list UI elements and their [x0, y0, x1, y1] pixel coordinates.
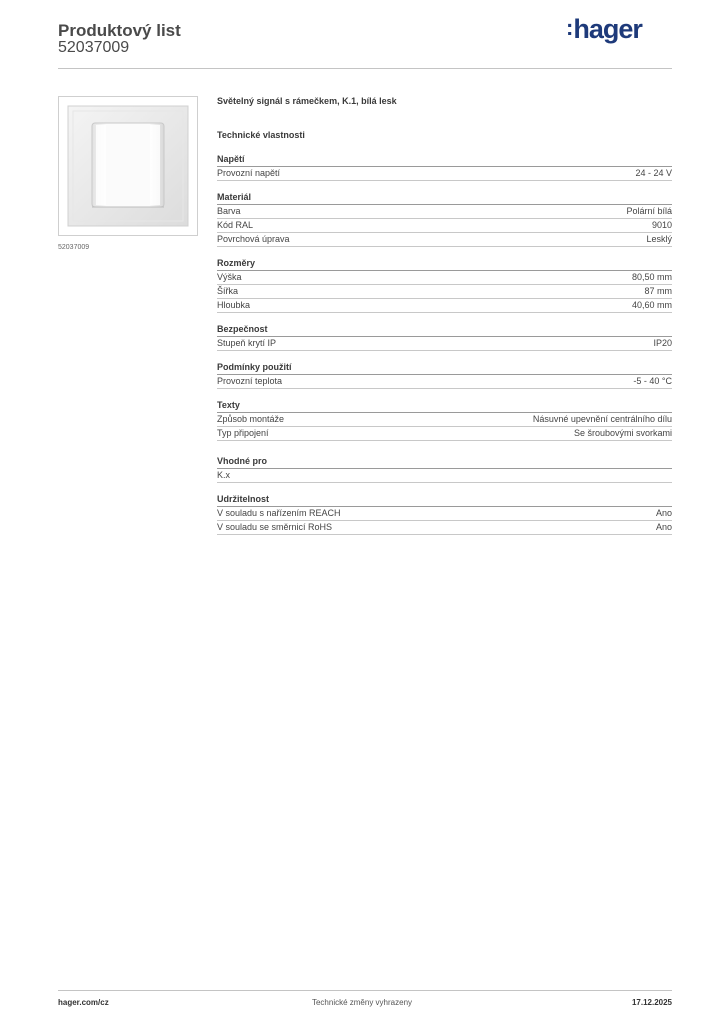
product-code: 52037009	[58, 39, 130, 56]
spec-label: Provozní teplota	[217, 376, 283, 386]
spec-row	[217, 167, 672, 181]
spec-value: -5 - 40 °C	[633, 376, 672, 386]
spec-value: 40,60 mm	[631, 300, 672, 310]
spec-value: IP20	[653, 338, 672, 348]
spec-row	[217, 427, 672, 441]
section-operating-conditions	[217, 361, 672, 389]
product-details	[217, 96, 672, 545]
spec-row	[217, 271, 672, 285]
spec-value: 24 - 24 V	[635, 168, 672, 178]
spec-row	[217, 285, 672, 299]
spec-label: Šířka	[217, 286, 239, 296]
spec-value: 87 mm	[644, 286, 672, 296]
section-safety	[217, 323, 672, 351]
section-material	[217, 191, 672, 247]
spec-row	[217, 521, 672, 535]
spec-label: Typ připojení	[217, 428, 269, 438]
section-title: Podmínky použití	[217, 361, 672, 375]
section-title: Texty	[217, 399, 672, 413]
section-title: Vhodné pro	[217, 455, 672, 469]
section-title: Napětí	[217, 153, 672, 167]
section-title: Udržitelnost	[217, 493, 672, 507]
spec-row	[217, 337, 672, 351]
light-signal-product-icon	[59, 97, 197, 235]
spec-row	[217, 233, 672, 247]
technical-properties-title: Technické vlastnosti	[217, 130, 305, 140]
spec-label: K.x	[217, 470, 231, 480]
section-title: Rozměry	[217, 257, 672, 271]
spec-value: 9010	[651, 220, 672, 230]
spec-label: Hloubka	[217, 300, 251, 310]
footer-divider	[58, 990, 672, 991]
spec-label: Výška	[217, 272, 242, 282]
hager-logo	[566, 14, 642, 45]
section-title: Bezpečnost	[217, 323, 672, 337]
section-voltage	[217, 153, 672, 181]
spec-row	[217, 205, 672, 219]
header-divider	[58, 68, 672, 69]
spec-value: Ano	[655, 522, 672, 532]
spec-value: 80,50 mm	[631, 272, 672, 282]
footer-date: 17.12.2025	[631, 998, 672, 1007]
section-suitable-for	[217, 455, 672, 483]
spec-value: Ano	[655, 508, 672, 518]
spec-label: V souladu se směrnicí RoHS	[217, 522, 333, 532]
spec-row	[217, 375, 672, 389]
section-title: Materiál	[217, 191, 672, 205]
spec-row	[217, 219, 672, 233]
spec-label: Barva	[217, 206, 241, 216]
spec-label: Kód RAL	[217, 220, 254, 230]
spec-value: Lesklý	[646, 234, 672, 244]
footer-notice: Technické změny vyhrazeny	[311, 998, 413, 1007]
product-image	[58, 96, 198, 236]
product-name: Světelný signál s rámečkem, K.1, bílá lesk	[217, 96, 397, 106]
spec-row	[217, 507, 672, 521]
spec-label: Způsob montáže	[217, 414, 285, 424]
spec-label: Provozní napětí	[217, 168, 281, 178]
logo-colon-icon: :	[566, 15, 573, 40]
section-sustainability	[217, 493, 672, 535]
logo-text: hager	[573, 14, 642, 44]
footer-website: hager.com/cz	[58, 998, 109, 1007]
page-title: Produktový list	[58, 21, 181, 40]
spec-value: Se šroubovými svorkami	[573, 428, 672, 438]
spec-value: Polární bílá	[626, 206, 672, 216]
spec-row	[217, 413, 672, 427]
spec-label: Povrchová úprava	[217, 234, 290, 244]
section-texts	[217, 399, 672, 441]
spec-value: Násuvné upevnění centrálního dílu	[532, 414, 672, 424]
spec-label: V souladu s nařízením REACH	[217, 508, 341, 518]
section-dimensions	[217, 257, 672, 313]
product-image-caption: 52037009	[58, 244, 90, 251]
spec-label: Stupeň krytí IP	[217, 338, 277, 348]
spec-row	[217, 299, 672, 313]
spec-row	[217, 469, 672, 483]
